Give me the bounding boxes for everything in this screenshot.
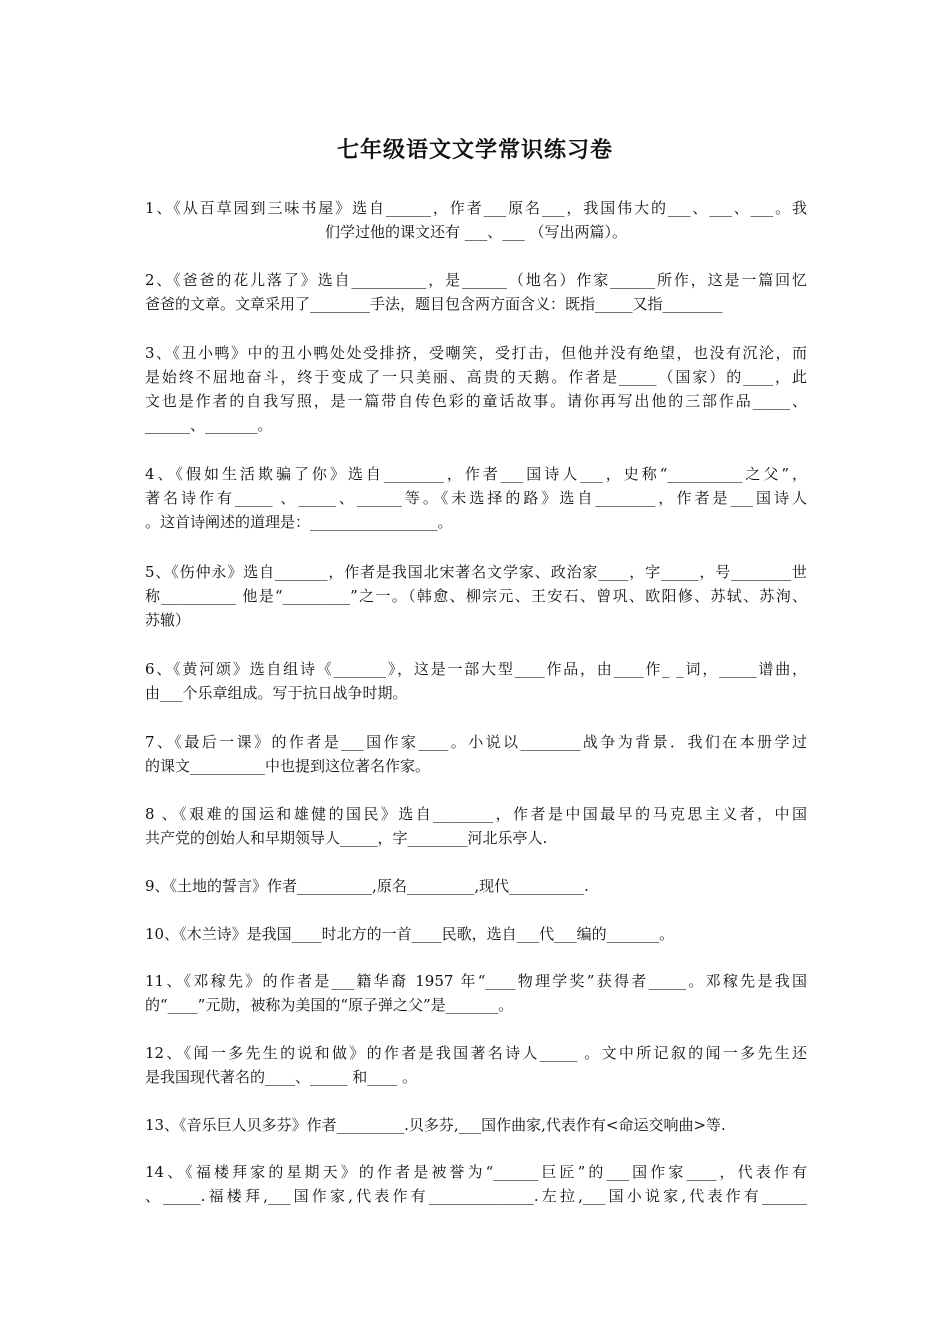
question-12 xyxy=(145,1041,807,1089)
question-line: 12、《闻一多先生的说和做》的作者是我国著名诗人_____ 。文中所记叙的闻一多先生还 xyxy=(145,1044,807,1062)
question-line: 、_____.福楼拜,___国作家,代表作有______________.左拉,___国小说家,代表作有______ xyxy=(145,1187,807,1205)
question-7 xyxy=(145,730,807,778)
question-14 xyxy=(145,1160,807,1208)
page-title: 七年级语文文学常识练习卷 xyxy=(336,137,613,163)
question-line: 9、《土地的誓言》作者__________,原名_________,现代__________. xyxy=(145,877,589,895)
question-line: 14、《福楼拜家的星期天》的作者是被誉为“______巨匠”的___国作家____，代表作有 xyxy=(145,1163,807,1181)
question-line: ______、_______。 xyxy=(145,416,273,434)
question-line: 5、《伤仲永》选自_______，作者是我国北宋著名文学家、政治家____，字_____，号________世 xyxy=(145,563,807,581)
question-line: 著名诗作有_____ 、_____、______等。《未选择的路》选自________，作者是___国诗人 xyxy=(145,489,807,507)
question-line: 4、《假如生活欺骗了你》选自________，作者___国诗人___，史称“__________之父”， xyxy=(145,465,807,483)
question-8 xyxy=(145,802,807,850)
question-line: 的“____”元勋，被称为美国的“原子弹之父”是_______。 xyxy=(145,996,514,1014)
question-line: 8 、《艰难的国运和雄健的国民》选自________，作者是中国最早的马克思主义者，中国 xyxy=(145,805,807,823)
question-line: 6、《黄河颂》选自组诗《_______》，这是一部大型____作品，由____作_ _词，_____谱曲， xyxy=(145,660,807,678)
question-3 xyxy=(145,341,807,437)
question-line: 是始终不屈地奋斗，终于变成了一只美丽、高贵的天鹅。作者是_____（国家）的____，此 xyxy=(145,368,807,386)
question-line: 苏辙） xyxy=(145,611,191,629)
question-line: 文也是作者的自我写照，是一篇带自传色彩的童话故事。请你再写出他的三部作品_____、 xyxy=(145,392,807,410)
question-line: 11、《邓稼先》的作者是___籍华裔 1957 年“____物理学奖”获得者_____。邓稼先是我国 xyxy=(145,972,807,990)
question-1 xyxy=(145,196,807,244)
question-13 xyxy=(145,1113,807,1137)
question-line: 爸爸的文章。文章采用了________手法，题目包含两方面含义：既指_____又指________ xyxy=(145,295,723,313)
question-line: 2、《爸爸的花儿落了》选自__________，是______（地名）作家______所作，这是一篇回忆 xyxy=(145,271,807,289)
question-10 xyxy=(145,922,807,946)
question-line: 。这首诗阐述的道理是：_________________。 xyxy=(145,513,453,531)
question-line: 3、《丑小鸭》中的丑小鸭处处受排挤，受嘲笑，受打击，但他并没有绝望，也没有沉沦，而 xyxy=(145,344,807,362)
question-line: 7、《最后一课》的作者是___国作家____。小说以________战争为背景．我们在本册学过 xyxy=(145,733,807,751)
question-5 xyxy=(145,560,807,632)
question-line: 们学过他的课文还有 ___、___ （写出两篇）。 xyxy=(324,223,628,241)
question-line: 称__________ 他是“_________”之一。（韩愈、柳宗元、王安石、曾巩、欧阳修、苏轼、苏洵、 xyxy=(145,587,807,605)
question-11 xyxy=(145,969,807,1017)
question-line: 10、《木兰诗》是我国____时北方的一首____民歌，选自___代___编的_______。 xyxy=(145,925,675,943)
question-line: 共产党的创始人和早期领导人_____，字________河北乐亭人. xyxy=(145,829,548,847)
question-9 xyxy=(145,874,807,898)
question-6 xyxy=(145,657,807,705)
question-line: 1、《从百草园到三味书屋》选自______，作者___原名___，我国伟大的___、___、___。我 xyxy=(145,199,807,217)
question-2 xyxy=(145,268,807,316)
question-line: 是我国现代著名的____、_____ 和____ 。 xyxy=(145,1068,418,1086)
question-line: 的课文__________中也提到这位著名作家。 xyxy=(145,757,431,775)
question-line: 由___个乐章组成。写于抗日战争时期。 xyxy=(145,684,408,702)
question-4 xyxy=(145,462,807,534)
question-line: 13、《音乐巨人贝多芬》作者_________.贝多芬,___国作曲家,代表作有<命运交响曲>等. xyxy=(145,1116,726,1134)
